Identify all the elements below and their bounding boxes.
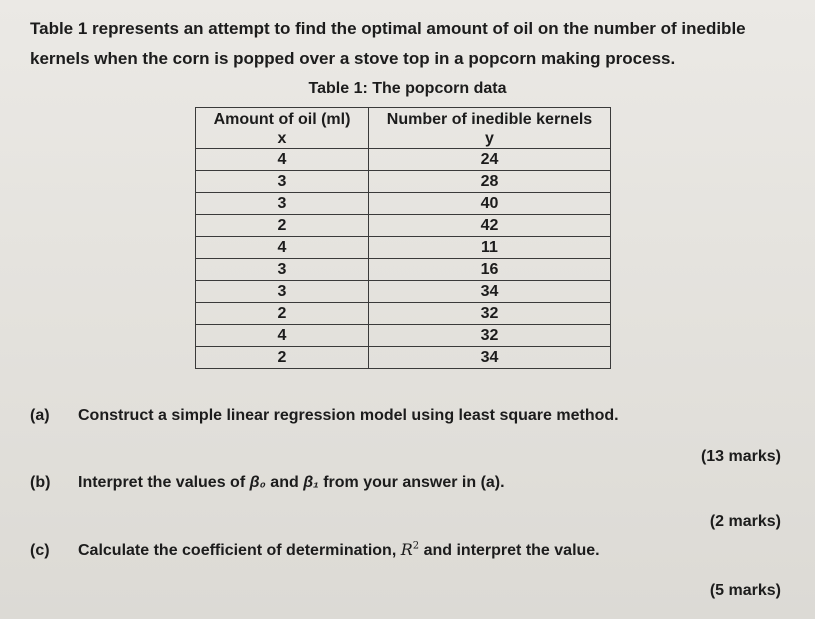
popcorn-data-table <box>195 107 611 369</box>
beta-one: β₁ <box>303 474 319 491</box>
table-row: 4 24 <box>196 149 611 171</box>
marks-b: (2 marks) <box>709 513 781 530</box>
table-row: 2 32 <box>196 303 611 325</box>
column-header-oil: Amount of oil (ml) x <box>196 108 369 149</box>
table-row: 2 34 <box>196 347 611 369</box>
question-c: (c) Calculate the coefficient of determination, $R^2$ and interpret the value. <box>30 540 600 559</box>
table-caption: Table 1: The popcorn data <box>308 80 507 97</box>
table-row: 3 40 <box>196 193 611 215</box>
table-row: 3 34 <box>196 281 611 303</box>
table-row: 3 16 <box>196 259 611 281</box>
r-squared-symbol: $R^2$ <box>400 540 420 559</box>
column-header-kernels: Number of inedible kernels y <box>369 108 611 149</box>
question-a: (a) Construct a simple linear regression model using least square method. <box>30 407 619 424</box>
table-row: 4 11 <box>196 237 611 259</box>
table-row: 3 28 <box>196 171 611 193</box>
marks-c: (5 marks) <box>709 582 781 599</box>
table-row: 2 42 <box>196 215 611 237</box>
table-row: 4 32 <box>196 325 611 347</box>
beta-zero: β₀ <box>249 474 266 491</box>
table-header-row <box>196 108 611 149</box>
intro-paragraph: Table 1 represents an attempt to find the optimal amount of oil on the number of inedible kernels when the corn is popped over a stove top in a popcorn making process. <box>30 19 746 68</box>
question-b: (b) Interpret the values of β₀ and β₁ from your answer in (a). <box>30 474 505 491</box>
marks-a: (13 marks) <box>700 448 781 465</box>
